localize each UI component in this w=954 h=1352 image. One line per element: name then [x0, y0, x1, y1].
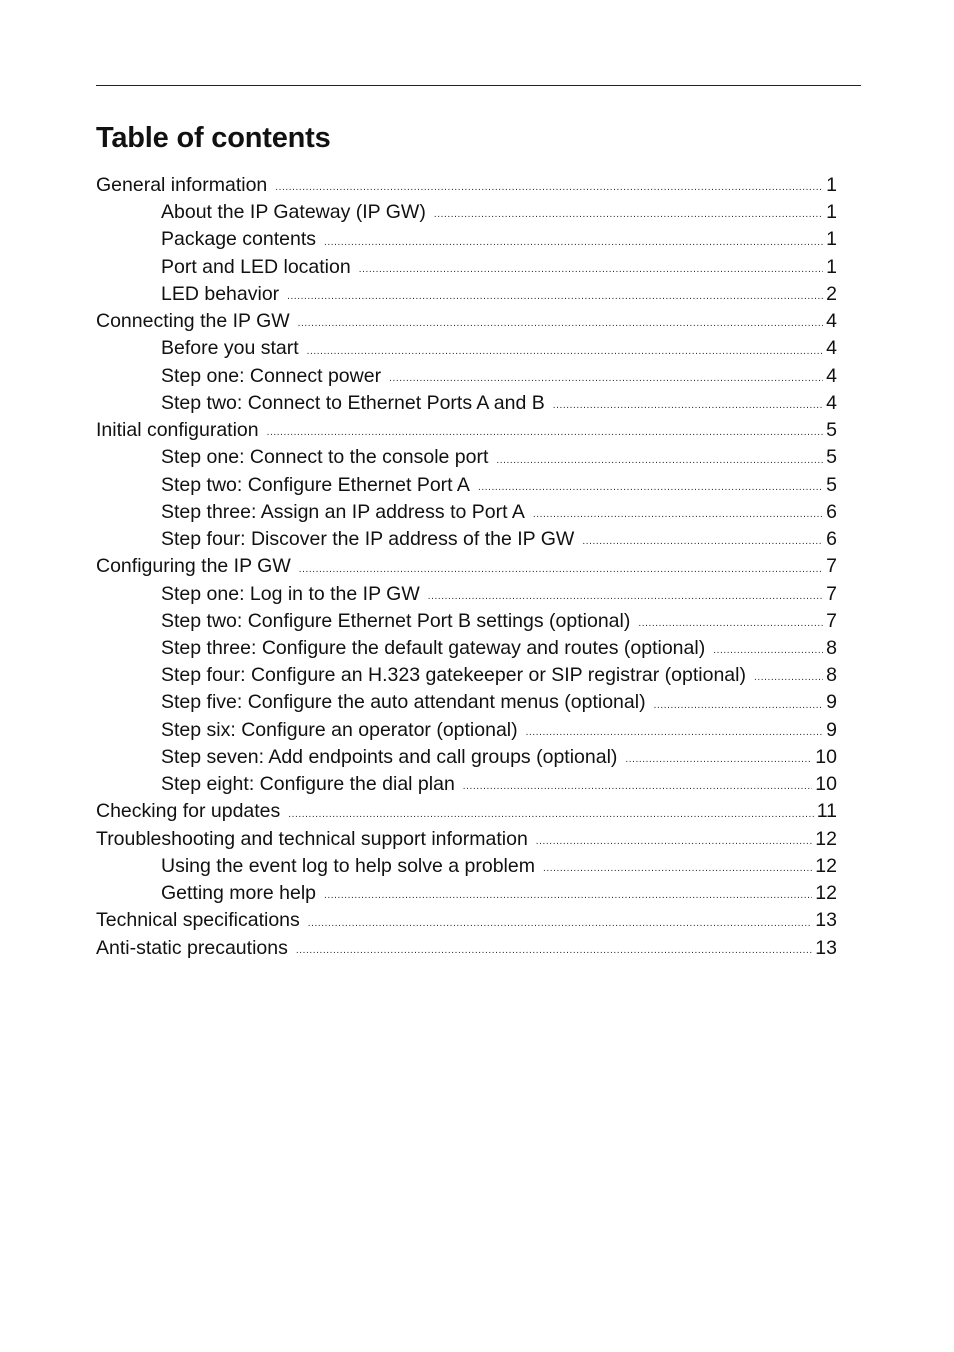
toc-entry-label: Initial configuration: [96, 419, 259, 442]
toc-entry[interactable]: [96, 444, 837, 471]
toc-dot-leader: [754, 673, 823, 683]
toc-entry-label: Configuring the IP GW: [96, 555, 291, 578]
toc-dot-leader: [713, 646, 823, 656]
toc-dot-leader: [275, 183, 823, 193]
toc-entry-page-number: 5: [826, 446, 837, 469]
toc-entry-page-number: 9: [826, 691, 837, 714]
toc-dot-leader: [478, 483, 823, 493]
toc-dot-leader: [287, 292, 823, 302]
toc-entry-label: Port and LED location: [161, 255, 351, 278]
toc-dot-leader: [324, 891, 812, 901]
toc-dot-leader: [496, 456, 823, 466]
toc-entry[interactable]: [96, 281, 837, 308]
toc-dot-leader: [308, 919, 813, 929]
toc-entry-page-number: 5: [826, 473, 837, 496]
toc-entry-label: Before you start: [161, 337, 299, 360]
toc-entry[interactable]: [96, 254, 837, 281]
toc-entry-label: Connecting the IP GW: [96, 310, 290, 333]
toc-dot-leader: [307, 347, 823, 357]
toc-entry[interactable]: [96, 363, 837, 390]
toc-entry-label: Step one: Connect power: [161, 364, 382, 387]
toc-entry-label: Package contents: [161, 228, 317, 251]
toc-entry-label: Step eight: Configure the dial plan: [161, 773, 455, 796]
toc-entry-label: Getting more help: [161, 882, 317, 905]
toc-entry-label: Step two: Configure Ethernet Port B settings (optional): [161, 609, 631, 632]
toc-entry-label: Technical specifications: [96, 909, 300, 932]
toc-entry-label: Step three: Configure the default gateway and routes (optional): [161, 636, 706, 659]
page-title: Table of contents: [96, 122, 331, 154]
toc-entry-label: Anti-static precautions: [96, 936, 288, 959]
toc-entry-page-number: 12: [815, 827, 837, 850]
toc-entry-page-number: 8: [826, 636, 837, 659]
toc-entry-page-number: 13: [815, 936, 837, 959]
toc-dot-leader: [434, 210, 823, 220]
toc-entry[interactable]: [96, 308, 837, 335]
toc-entry-label: Step one: Log in to the IP GW: [161, 582, 420, 605]
toc-entry-page-number: 7: [826, 582, 837, 605]
toc-dot-leader: [267, 428, 824, 438]
toc-dot-leader: [543, 864, 812, 874]
toc-entry-page-number: 2: [826, 282, 837, 305]
toc-entry[interactable]: [96, 499, 837, 526]
toc-entry-label: Troubleshooting and technical support information: [96, 827, 528, 850]
toc-entry-page-number: 5: [826, 419, 837, 442]
toc-entry-label: Step six: Configure an operator (optional): [161, 718, 518, 741]
toc-dot-leader: [463, 782, 813, 792]
toc-entry-label: General information: [96, 174, 268, 196]
toc-dot-leader: [299, 565, 823, 575]
toc-entry[interactable]: [96, 608, 837, 635]
toc-entry-page-number: 4: [826, 364, 837, 387]
toc-entry[interactable]: [96, 880, 837, 907]
toc-entry[interactable]: [96, 581, 837, 608]
toc-entry[interactable]: [96, 226, 837, 253]
toc-entry-page-number: 4: [826, 337, 837, 360]
toc-dot-leader: [428, 592, 823, 602]
toc-entry-label: Using the event log to help solve a problem: [161, 854, 535, 877]
toc-entry[interactable]: [96, 907, 837, 934]
toc-entry-page-number: 4: [826, 310, 837, 333]
toc-entry-page-number: 9: [826, 718, 837, 741]
toc-entry-label: Step four: Configure an H.323 gatekeeper or SIP registrar (optional): [161, 664, 746, 687]
toc-entry[interactable]: [96, 935, 837, 962]
toc-entry-page-number: 1: [826, 255, 837, 278]
toc-entry-label: Step five: Configure the auto attendant menus (optional): [161, 691, 646, 714]
toc-entry[interactable]: [96, 390, 837, 417]
toc-entry[interactable]: [96, 662, 837, 689]
toc-entry-page-number: 1: [826, 201, 837, 224]
toc-entry-page-number: 8: [826, 664, 837, 687]
toc-entry-label: LED behavior: [161, 282, 280, 305]
toc-dot-leader: [625, 755, 812, 765]
toc-entry[interactable]: [96, 526, 837, 553]
toc-entry[interactable]: [96, 417, 837, 444]
toc-entry-page-number: 12: [815, 854, 837, 877]
toc-entry-page-number: 1: [826, 228, 837, 251]
toc-dot-leader: [288, 810, 813, 820]
toc-entry-page-number: 13: [815, 909, 837, 932]
toc-entry[interactable]: [96, 798, 837, 825]
toc-dot-leader: [553, 401, 823, 411]
toc-entry-label: About the IP Gateway (IP GW): [161, 201, 426, 224]
toc-entry[interactable]: [96, 472, 837, 499]
toc-entry-page-number: 6: [826, 528, 837, 551]
header-rule: [96, 85, 861, 86]
toc-dot-leader: [389, 374, 823, 384]
toc-entry[interactable]: [96, 335, 837, 362]
toc-entry-page-number: 11: [816, 800, 837, 823]
toc-entry-page-number: 7: [826, 609, 837, 632]
toc-entry[interactable]: [96, 635, 837, 662]
toc-dot-leader: [324, 238, 823, 248]
toc-dot-leader: [296, 946, 812, 956]
toc-entry-page-number: 10: [815, 773, 837, 796]
toc-entry-page-number: 10: [815, 745, 837, 768]
toc-entry-label: Step four: Discover the IP address of the IP GW: [161, 528, 575, 551]
toc-entry-label: Step seven: Add endpoints and call groups (optional): [161, 745, 618, 768]
toc-entry-page-number: 6: [826, 500, 837, 523]
toc-entry[interactable]: [96, 826, 837, 853]
table-of-contents: [96, 172, 837, 962]
toc-entry[interactable]: [96, 689, 837, 716]
toc-dot-leader: [526, 728, 824, 738]
toc-entry[interactable]: [96, 744, 837, 771]
toc-entry-label: Step one: Connect to the console port: [161, 446, 489, 469]
toc-entry-page-number: 4: [826, 391, 837, 414]
toc-dot-leader: [298, 319, 823, 329]
toc-entry[interactable]: [96, 172, 837, 199]
toc-entry[interactable]: [96, 771, 837, 798]
toc-dot-leader: [533, 510, 823, 520]
toc-entry-page-number: 7: [826, 555, 837, 578]
toc-dot-leader: [638, 619, 823, 629]
toc-dot-leader: [359, 265, 823, 275]
toc-entry[interactable]: [96, 853, 837, 880]
toc-dot-leader: [582, 537, 823, 547]
toc-entry[interactable]: [96, 553, 837, 580]
toc-entry-label: Step three: Assign an IP address to Port A: [161, 500, 525, 523]
toc-dot-leader: [654, 701, 824, 711]
toc-entry[interactable]: [96, 199, 837, 226]
toc-entry-page-number: 12: [815, 882, 837, 905]
toc-entry-label: Step two: Configure Ethernet Port A: [161, 473, 470, 496]
toc-entry-label: Step two: Connect to Ethernet Ports A and B: [161, 391, 545, 414]
toc-entry-label: Checking for updates: [96, 800, 281, 823]
toc-entry[interactable]: [96, 717, 837, 744]
toc-entry-page-number: 1: [826, 174, 837, 196]
toc-dot-leader: [536, 837, 813, 847]
